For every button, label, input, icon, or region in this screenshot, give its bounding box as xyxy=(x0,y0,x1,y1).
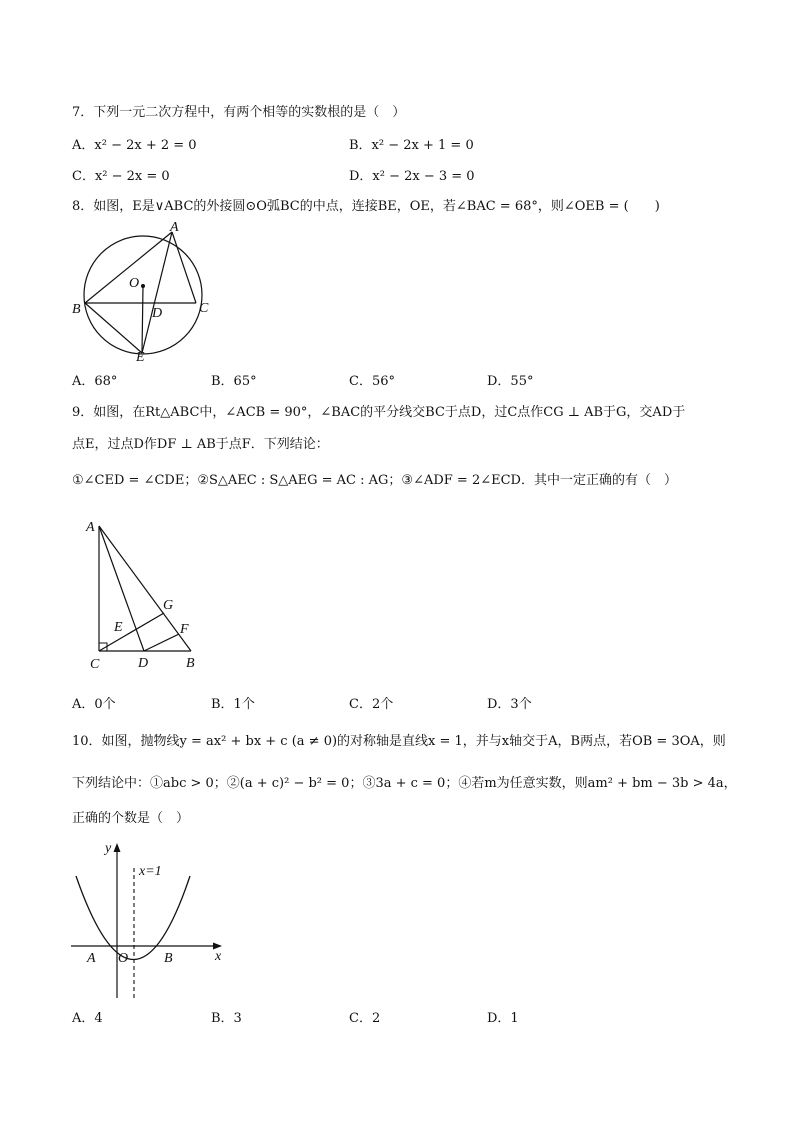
q9-stem-line3: ①∠CED = ∠CDE；②S△AEC : S△AEG = AC : AG；③∠ADF = 2∠ECD．其中一定正确的有（ ） xyxy=(72,473,677,488)
q8-option-d: D．55° xyxy=(487,374,534,389)
label-c: C xyxy=(199,301,209,316)
label-a: A xyxy=(86,520,95,535)
q8-option-a: A．68° xyxy=(72,374,118,389)
segment-ae xyxy=(142,232,172,353)
segment-oe xyxy=(142,286,143,353)
q7-option-b: B．x² − 2x + 1 = 0 xyxy=(349,138,474,153)
label-f: F xyxy=(180,622,189,637)
label-y: y xyxy=(105,841,112,856)
q9-triangle-figure xyxy=(80,515,210,675)
q10-option-c: C．2 xyxy=(349,1011,381,1026)
q7-option-d: D．x² − 2x − 3 = 0 xyxy=(349,169,475,184)
label-o: O xyxy=(129,276,140,291)
q7-stem: 7．下列一元二次方程中，有两个相等的实数根的是（ ） xyxy=(72,105,406,120)
label-e: E xyxy=(136,350,145,365)
q8-stem: 8．如图，E是∨ABC的外接圆⊙O弧BC的中点，连接BE，OE，若∠BAC = 68°，则∠OEB = ( ) xyxy=(72,199,660,214)
q10-stem-line3: 正确的个数是（ ） xyxy=(72,811,190,826)
parabola-curve xyxy=(76,876,190,960)
q9-option-a: A．0个 xyxy=(72,697,116,712)
label-a: A xyxy=(170,220,179,235)
q8-option-c: C．56° xyxy=(349,374,395,389)
segment-ac xyxy=(172,232,196,303)
label-g: G xyxy=(163,598,174,613)
segment-ab xyxy=(85,232,172,303)
label-b: B xyxy=(186,656,195,671)
q9-option-b: B．1个 xyxy=(211,697,255,712)
q10-option-a: A．4 xyxy=(72,1011,103,1026)
y-axis-arrow xyxy=(114,843,121,852)
q9-option-d: D．3个 xyxy=(487,697,532,712)
label-b: B xyxy=(72,302,81,317)
label-d: D xyxy=(152,306,163,321)
q9-stem-line2: 点E，过点D作DF ⊥ AB于点F．下列结论： xyxy=(72,437,329,452)
q10-stem-line2: 下列结论中：①abc > 0；②(a + c)² − b² = 0；③3a + c = 0；④若m为任意实数，则am² + bm − 3b > 4a， xyxy=(72,776,737,791)
segment-df xyxy=(144,634,179,651)
q10-option-b: B．3 xyxy=(211,1011,242,1026)
q9-option-c: C．2个 xyxy=(349,697,394,712)
label-x: x xyxy=(215,949,222,964)
q8-circle-figure xyxy=(70,220,230,365)
label-c: C xyxy=(90,657,100,672)
label-axis: x=1 xyxy=(139,864,162,879)
label-b: B xyxy=(164,951,173,966)
q10-stem-line1: 10．如图，抛物线y = ax² + bx + c (a ≠ 0)的对称轴是直线x = 1，并与x轴交于A，B两点，若OB = 3OA，则 xyxy=(72,734,726,749)
q8-option-b: B．65° xyxy=(211,374,257,389)
q7-option-c: C．x² − 2x = 0 xyxy=(72,169,170,184)
q10-option-d: D．1 xyxy=(487,1011,519,1026)
label-d: D xyxy=(138,656,149,671)
q9-stem-line1: 9．如图，在Rt△ABC中，∠ACB = 90°，∠BAC的平分线交BC于点D，过C点作CG ⊥ AB于G，交AD于 xyxy=(72,405,686,420)
q7-option-a: A．x² − 2x + 2 = 0 xyxy=(72,138,197,153)
q10-parabola-figure xyxy=(66,838,236,1003)
segment-ab xyxy=(99,526,191,651)
label-a: A xyxy=(87,951,96,966)
segment-cg xyxy=(99,613,164,651)
center-o-point xyxy=(141,284,145,288)
label-e: E xyxy=(114,620,123,635)
label-o: O xyxy=(118,951,129,966)
